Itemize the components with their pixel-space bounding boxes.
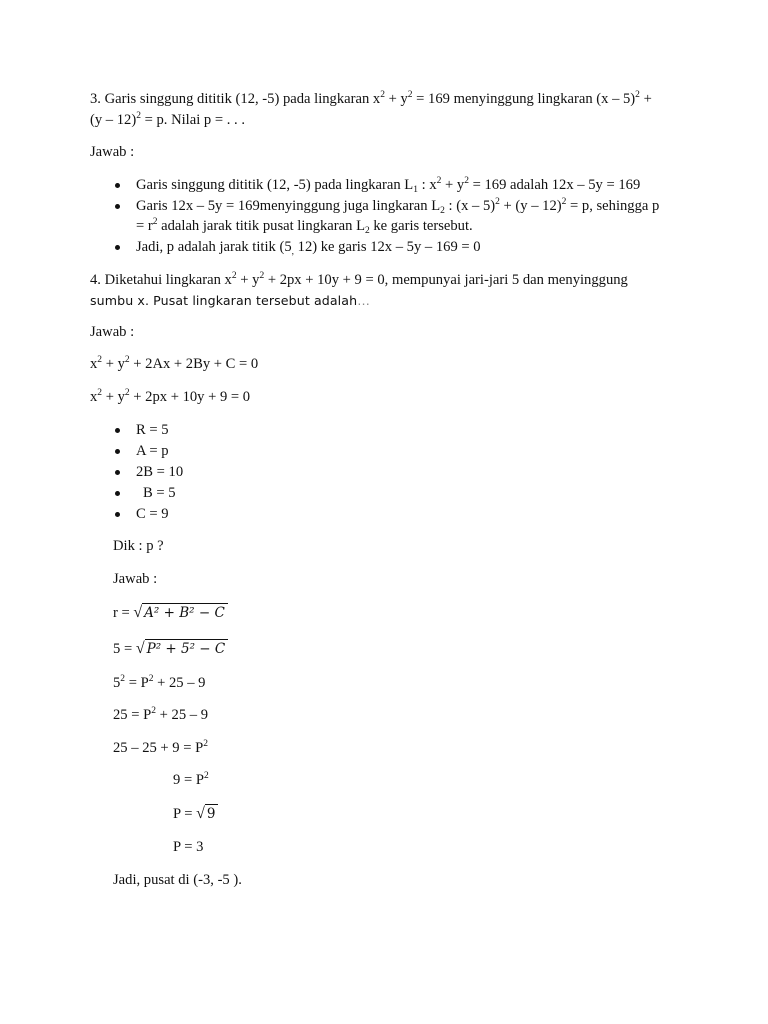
- q4-line-1: 4. Diketahui lingkaran $x^2 + y^2 + 2px + 10y + 9 = 0$, mempunyai jari-jari 5 dan menyinggung: [90, 271, 628, 288]
- sqrt-expression: √ P² + 5² − C: [136, 639, 228, 658]
- bullet-marker: [115, 449, 120, 454]
- q3-line-2: (y – 12)$^2$ = p. Nilai p = . . .: [90, 111, 245, 128]
- step-2: $25 = P^2 + 25 - 9$: [113, 706, 209, 723]
- bullet-marker: [115, 470, 120, 475]
- q3-bullet-1: Garis singgung dititik (12, -5) pada lingkaran $L_1$ : $x^2 + y^2 = 169$ adalah 12x – 5y = 169: [136, 176, 641, 195]
- step-5: P = √ 9: [173, 804, 218, 823]
- bullet-marker: [115, 245, 120, 250]
- step-6: P = 3: [173, 839, 204, 855]
- step-1: $5^2 = P^2 + 25 - 9$: [113, 674, 206, 691]
- radius-substitution: 5 = √ P² + 5² − C: [113, 639, 228, 658]
- q3-bullet-3: Jadi, p adalah jarak titik ($5_,$ 12) ke garis 12x – 5y – 169 = 0: [136, 239, 481, 257]
- radius-formula: r = √ A² + B² − C: [113, 603, 228, 622]
- q3-bullet-2: Garis 12x – 5y = 169menyinggung juga lingkaran $L_2$ : (x – 5)$^2$ + (y – 12)$^2$ = p, sehingga p: [136, 197, 660, 216]
- dik-label: Dik : p ?: [113, 538, 164, 554]
- bullet-marker: [115, 428, 120, 433]
- q3-line-1: 3. Garis singgung dititik (12, -5) pada lingkaran $x^2 + y^2 = 169$ menyinggung lingkaran (x – 5)$^2$ +: [90, 90, 652, 107]
- bullet-marker: [115, 183, 120, 188]
- q4-bullet-r: R = 5: [136, 422, 169, 438]
- given-circle-equation: $x^2 + y^2 + 2px + 10y + 9 = 0$: [90, 388, 251, 405]
- q4-bullet-b: B = 5: [143, 485, 176, 501]
- sqrt-expression: √ A² + B² − C: [133, 603, 227, 622]
- sqrt-expression: √ 9: [196, 804, 218, 823]
- q4-bullet-a: A = p: [136, 443, 169, 459]
- q4-line-2: sumbu x. Pusat lingkaran tersebut adalah…: [90, 293, 370, 308]
- q3-bullet-2-cont: = $r^2$ adalah jarak titik pusat lingkaran $L_2$ ke garis tersebut.: [136, 217, 473, 236]
- q3-jawab-label: Jawab :: [90, 144, 135, 160]
- bullet-marker: [115, 491, 120, 496]
- q4-jawab-label: Jawab :: [90, 324, 135, 340]
- q4-bullet-c: C = 9: [136, 506, 169, 522]
- jawab-label-2: Jawab :: [113, 571, 158, 587]
- conclusion: Jadi, pusat di (-3, -5 ).: [113, 872, 242, 888]
- general-circle-equation: $x^2 + y^2 + 2Ax + 2By + C = 0$: [90, 355, 259, 372]
- step-3: $25 - 25 + 9 = P^2$: [113, 739, 208, 756]
- q4-bullet-2b: 2B = 10: [136, 464, 184, 480]
- bullet-marker: [115, 204, 120, 209]
- bullet-marker: [115, 512, 120, 517]
- step-4: $9 = P^2$: [173, 771, 209, 788]
